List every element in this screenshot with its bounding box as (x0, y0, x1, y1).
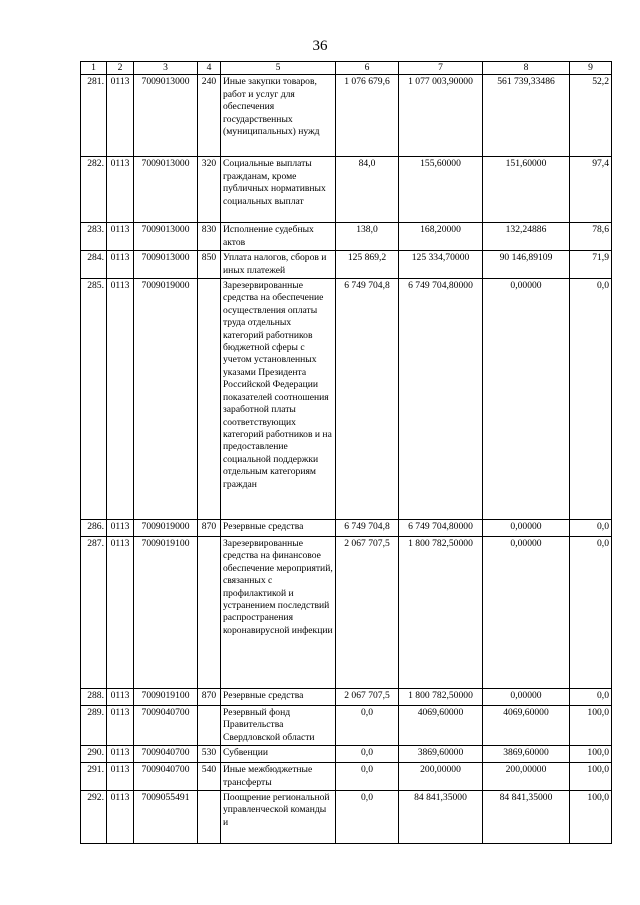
table-header-row (81, 62, 612, 75)
table-body (81, 75, 612, 844)
section-code: 0113 (107, 157, 134, 223)
target-article-code: 7009019100 (134, 537, 198, 689)
table-row (81, 520, 612, 537)
budget-table (80, 61, 612, 844)
execution-percent: 0,0 (570, 279, 612, 520)
section-code: 0113 (107, 791, 134, 844)
expense-type-code (198, 279, 221, 520)
planned-amount: 200,00000 (399, 763, 483, 791)
execution-percent: 0,0 (570, 537, 612, 689)
expense-name: Зарезервированные средства на финансовое обеспечение мероприятий, связанных с профилактикой и устранением последствий распространения коронавирусной инфекции (221, 537, 336, 689)
row-number: 289. (81, 706, 107, 746)
column-header: 7 (399, 62, 483, 75)
execution-percent: 97,4 (570, 157, 612, 223)
row-number: 284. (81, 251, 107, 279)
column-header: 1 (81, 62, 107, 75)
section-code: 0113 (107, 251, 134, 279)
expense-type-code: 870 (198, 689, 221, 706)
column-header: 6 (336, 62, 399, 75)
target-article-code: 7009019000 (134, 279, 198, 520)
executed-amount: 3869,60000 (483, 746, 570, 763)
table-row (81, 223, 612, 251)
expense-type-code: 850 (198, 251, 221, 279)
executed-amount: 84 841,35000 (483, 791, 570, 844)
row-number: 292. (81, 791, 107, 844)
row-number: 286. (81, 520, 107, 537)
planned-amount: 155,60000 (399, 157, 483, 223)
section-code: 0113 (107, 706, 134, 746)
target-article-code: 7009013000 (134, 251, 198, 279)
planned-amount: 1 800 782,50000 (399, 537, 483, 689)
table-row (81, 75, 612, 157)
approved-amount: 6 749 704,8 (336, 520, 399, 537)
planned-amount: 1 800 782,50000 (399, 689, 483, 706)
table-row (81, 537, 612, 689)
executed-amount: 0,00000 (483, 279, 570, 520)
expense-name: Социальные выплаты гражданам, кроме публичных нормативных социальных выплат (221, 157, 336, 223)
execution-percent: 0,0 (570, 520, 612, 537)
row-number: 290. (81, 746, 107, 763)
approved-amount: 138,0 (336, 223, 399, 251)
section-code: 0113 (107, 75, 134, 157)
row-number: 285. (81, 279, 107, 520)
approved-amount: 125 869,2 (336, 251, 399, 279)
table-row (81, 791, 612, 844)
expense-name: Резервный фонд Правительства Свердловской области (221, 706, 336, 746)
executed-amount: 200,00000 (483, 763, 570, 791)
approved-amount: 0,0 (336, 763, 399, 791)
approved-amount: 0,0 (336, 791, 399, 844)
execution-percent: 100,0 (570, 746, 612, 763)
executed-amount: 90 146,89109 (483, 251, 570, 279)
row-number: 283. (81, 223, 107, 251)
column-header: 5 (221, 62, 336, 75)
expense-type-code: 870 (198, 520, 221, 537)
executed-amount: 0,00000 (483, 537, 570, 689)
expense-name: Уплата налогов, сборов и иных платежей (221, 251, 336, 279)
expense-name: Исполнение судебных актов (221, 223, 336, 251)
approved-amount: 0,0 (336, 746, 399, 763)
row-number: 282. (81, 157, 107, 223)
section-code: 0113 (107, 279, 134, 520)
executed-amount: 4069,60000 (483, 706, 570, 746)
approved-amount: 2 067 707,5 (336, 689, 399, 706)
executed-amount: 561 739,33486 (483, 75, 570, 157)
planned-amount: 84 841,35000 (399, 791, 483, 844)
planned-amount: 4069,60000 (399, 706, 483, 746)
target-article-code: 7009019100 (134, 689, 198, 706)
section-code: 0113 (107, 689, 134, 706)
planned-amount: 125 334,70000 (399, 251, 483, 279)
execution-percent: 71,9 (570, 251, 612, 279)
execution-percent: 52,2 (570, 75, 612, 157)
approved-amount: 1 076 679,6 (336, 75, 399, 157)
table-row (81, 706, 612, 746)
column-header: 3 (134, 62, 198, 75)
expense-name: Субвенции (221, 746, 336, 763)
expense-type-code: 240 (198, 75, 221, 157)
planned-amount: 6 749 704,80000 (399, 520, 483, 537)
section-code: 0113 (107, 223, 134, 251)
planned-amount: 1 077 003,90000 (399, 75, 483, 157)
target-article-code: 7009040700 (134, 706, 198, 746)
expense-type-code (198, 791, 221, 844)
expense-name: Иные межбюджетные трансферты (221, 763, 336, 791)
execution-percent: 78,6 (570, 223, 612, 251)
row-number: 281. (81, 75, 107, 157)
expense-type-code: 540 (198, 763, 221, 791)
row-number: 288. (81, 689, 107, 706)
expense-type-code: 530 (198, 746, 221, 763)
column-header: 8 (483, 62, 570, 75)
approved-amount: 2 067 707,5 (336, 537, 399, 689)
planned-amount: 3869,60000 (399, 746, 483, 763)
table-row (81, 763, 612, 791)
expense-type-code: 830 (198, 223, 221, 251)
planned-amount: 168,20000 (399, 223, 483, 251)
table-row (81, 157, 612, 223)
table-row (81, 279, 612, 520)
row-number: 291. (81, 763, 107, 791)
executed-amount: 132,24886 (483, 223, 570, 251)
approved-amount: 6 749 704,8 (336, 279, 399, 520)
target-article-code: 7009040700 (134, 746, 198, 763)
target-article-code: 7009055491 (134, 791, 198, 844)
expense-name: Резервные средства (221, 520, 336, 537)
execution-percent: 100,0 (570, 763, 612, 791)
expense-type-code (198, 537, 221, 689)
expense-name: Резервные средства (221, 689, 336, 706)
column-header: 9 (570, 62, 612, 75)
section-code: 0113 (107, 763, 134, 791)
target-article-code: 7009040700 (134, 763, 198, 791)
expense-type-code (198, 706, 221, 746)
section-code: 0113 (107, 537, 134, 689)
column-header: 2 (107, 62, 134, 75)
section-code: 0113 (107, 520, 134, 537)
expense-name: Иные закупки товаров, работ и услуг для обеспечения государственных (муниципальных) нужд (221, 75, 336, 157)
table-row (81, 689, 612, 706)
executed-amount: 0,00000 (483, 689, 570, 706)
column-header: 4 (198, 62, 221, 75)
execution-percent: 100,0 (570, 791, 612, 844)
row-number: 287. (81, 537, 107, 689)
approved-amount: 0,0 (336, 706, 399, 746)
approved-amount: 84,0 (336, 157, 399, 223)
section-code: 0113 (107, 746, 134, 763)
table-row (81, 746, 612, 763)
target-article-code: 7009013000 (134, 75, 198, 157)
page-number: 36 (312, 38, 328, 54)
executed-amount: 0,00000 (483, 520, 570, 537)
expense-type-code: 320 (198, 157, 221, 223)
target-article-code: 7009013000 (134, 223, 198, 251)
planned-amount: 6 749 704,80000 (399, 279, 483, 520)
execution-percent: 0,0 (570, 689, 612, 706)
execution-percent: 100,0 (570, 706, 612, 746)
executed-amount: 151,60000 (483, 157, 570, 223)
table-row (81, 251, 612, 279)
expense-name: Зарезервированные средства на обеспечение осуществления оплаты труда отдельных категорий работников бюджетной сферы с учетом установленных указами Президента Российской Федерации показателей соотношения заработной платы соответствующих категорий работников и на предоставление социальной поддержки отдельным категориям граждан (221, 279, 336, 520)
target-article-code: 7009019000 (134, 520, 198, 537)
target-article-code: 7009013000 (134, 157, 198, 223)
expense-name: Поощрение региональной управленческой команды и (221, 791, 336, 844)
